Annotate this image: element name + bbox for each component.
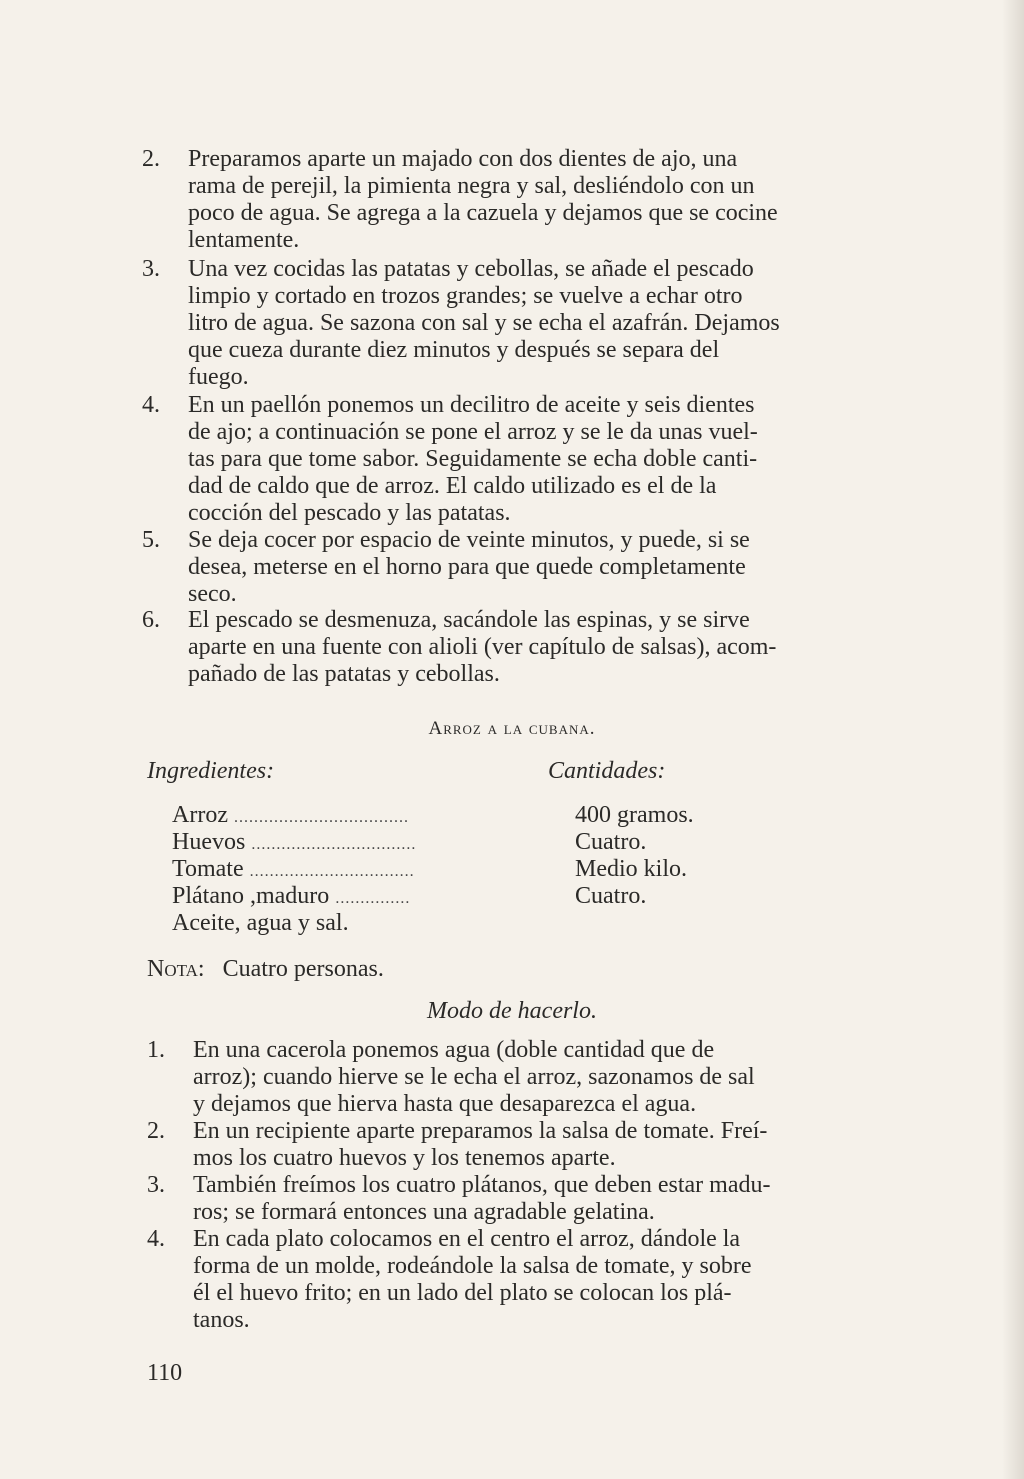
text-line: de ajo; a continuación se pone el arroz y se le da unas vuel- [188, 419, 758, 445]
ingredient-name: Arroz [172, 802, 228, 828]
text-line: que cueza durante diez minutos y después se separa del [188, 337, 720, 363]
step-text [188, 256, 918, 391]
step-text [188, 607, 918, 688]
text-line: cocción del pescado y las patatas. [188, 500, 511, 526]
step-text [188, 392, 918, 527]
text-line: litro de agua. Se sazona con sal y se echa el azafrán. Dejamos [188, 310, 780, 336]
recipe-title: Arroz a la cubana. [428, 718, 596, 739]
page-number: 110 [147, 1360, 183, 1386]
step-text [193, 1037, 923, 1118]
ingredient-qty: Medio kilo. [575, 856, 687, 882]
step-text [188, 146, 918, 254]
step-number: 4. [142, 392, 160, 418]
ingredient-qty: Cuatro. [575, 829, 647, 855]
ingredients-header: Ingredientes: [147, 758, 275, 784]
ingredient-name: Tomate [172, 856, 244, 882]
step-number: 2. [147, 1118, 165, 1144]
text-line: En una cacerola ponemos agua (doble cantidad que de [193, 1037, 715, 1063]
ingredient-qty: 400 gramos. [575, 802, 694, 828]
leader-dots: ............... [335, 890, 411, 907]
text-line: mos los cuatro huevos y los tenemos aparte. [193, 1145, 616, 1171]
step-number: 2. [142, 146, 160, 172]
ingredient-name: Plátano ,maduro [172, 883, 330, 909]
method-title: Modo de hacerlo. [427, 998, 597, 1024]
step-number: 5. [142, 527, 160, 553]
step-text [188, 527, 918, 608]
leader-dots: ................................. [251, 836, 417, 853]
ingredient-row [172, 829, 416, 858]
text-line: forma de un molde, rodeándole la salsa de tomate, y sobre [193, 1253, 752, 1279]
text-line: En un paellón ponemos un decilitro de aceite y seis dientes [188, 392, 755, 418]
text-line: dad de caldo que de arroz. El caldo utilizado es el de la [188, 473, 717, 499]
nota-label: Nota: [147, 956, 205, 982]
ingredient-name: Huevos [172, 829, 246, 855]
text-line: Se deja cocer por espacio de veinte minutos, y puede, si se [188, 527, 750, 553]
step-text [193, 1172, 923, 1226]
text-line: tas para que tome sabor. Seguidamente se echa doble canti- [188, 446, 758, 472]
step-number: 3. [147, 1172, 165, 1198]
text-line: y dejamos que hierva hasta que desaparezca el agua. [193, 1091, 697, 1117]
text-line: arroz); cuando hierve se le echa el arroz, sazonamos de sal [193, 1064, 755, 1090]
ingredient-row [172, 910, 349, 937]
nota-line [147, 956, 384, 983]
ingredient-name: Aceite, agua y sal. [172, 910, 349, 936]
step-number: 1. [147, 1037, 165, 1063]
ingredient-row [172, 802, 409, 831]
text-line: fuego. [188, 364, 249, 390]
text-line: rama de perejil, la pimienta negra y sal, desliéndolo con un [188, 173, 755, 199]
text-line: seco. [188, 581, 237, 607]
text-line: En cada plato colocamos en el centro el arroz, dándole la [193, 1226, 741, 1252]
text-line: limpio y cortado en trozos grandes; se vuelve a echar otro [188, 283, 743, 309]
text-line: pañado de las patatas y cebollas. [188, 661, 500, 687]
step-number: 3. [142, 256, 160, 282]
step-text [193, 1226, 923, 1334]
ingredient-qty: Cuatro. [575, 883, 647, 909]
leader-dots: ................................... [233, 809, 409, 826]
text-line: ros; se formará entonces una agradable gelatina. [193, 1199, 655, 1225]
text-line: Una vez cocidas las patatas y cebollas, se añade el pescado [188, 256, 754, 282]
text-line: El pescado se desmenuza, sacándole las espinas, y se sirve [188, 607, 750, 633]
leader-dots: ................................. [249, 863, 415, 880]
quantities-header: Cantidades: [548, 758, 666, 784]
text-line: poco de agua. Se agrega a la cazuela y dejamos que se cocine [188, 200, 778, 226]
step-text [193, 1118, 923, 1172]
nota-text: Cuatro personas. [222, 956, 384, 982]
text-line: En un recipiente aparte preparamos la salsa de tomate. Freí- [193, 1118, 768, 1144]
text-line: tanos. [193, 1307, 250, 1333]
text-line: Preparamos aparte un majado con dos dientes de ajo, una [188, 146, 738, 172]
text-line: lentamente. [188, 227, 300, 253]
step-number: 6. [142, 607, 160, 633]
text-line: desea, meterse en el horno para que quede completamente [188, 554, 746, 580]
text-line: él el huevo frito; en un lado del plato se colocan los plá- [193, 1280, 732, 1306]
ingredient-row [172, 856, 415, 885]
text-line: aparte en una fuente con alioli (ver capítulo de salsas), acom- [188, 634, 777, 660]
ingredient-row [172, 883, 410, 912]
text-line: También freímos los cuatro plátanos, que deben estar madu- [193, 1172, 771, 1198]
step-number: 4. [147, 1226, 165, 1252]
